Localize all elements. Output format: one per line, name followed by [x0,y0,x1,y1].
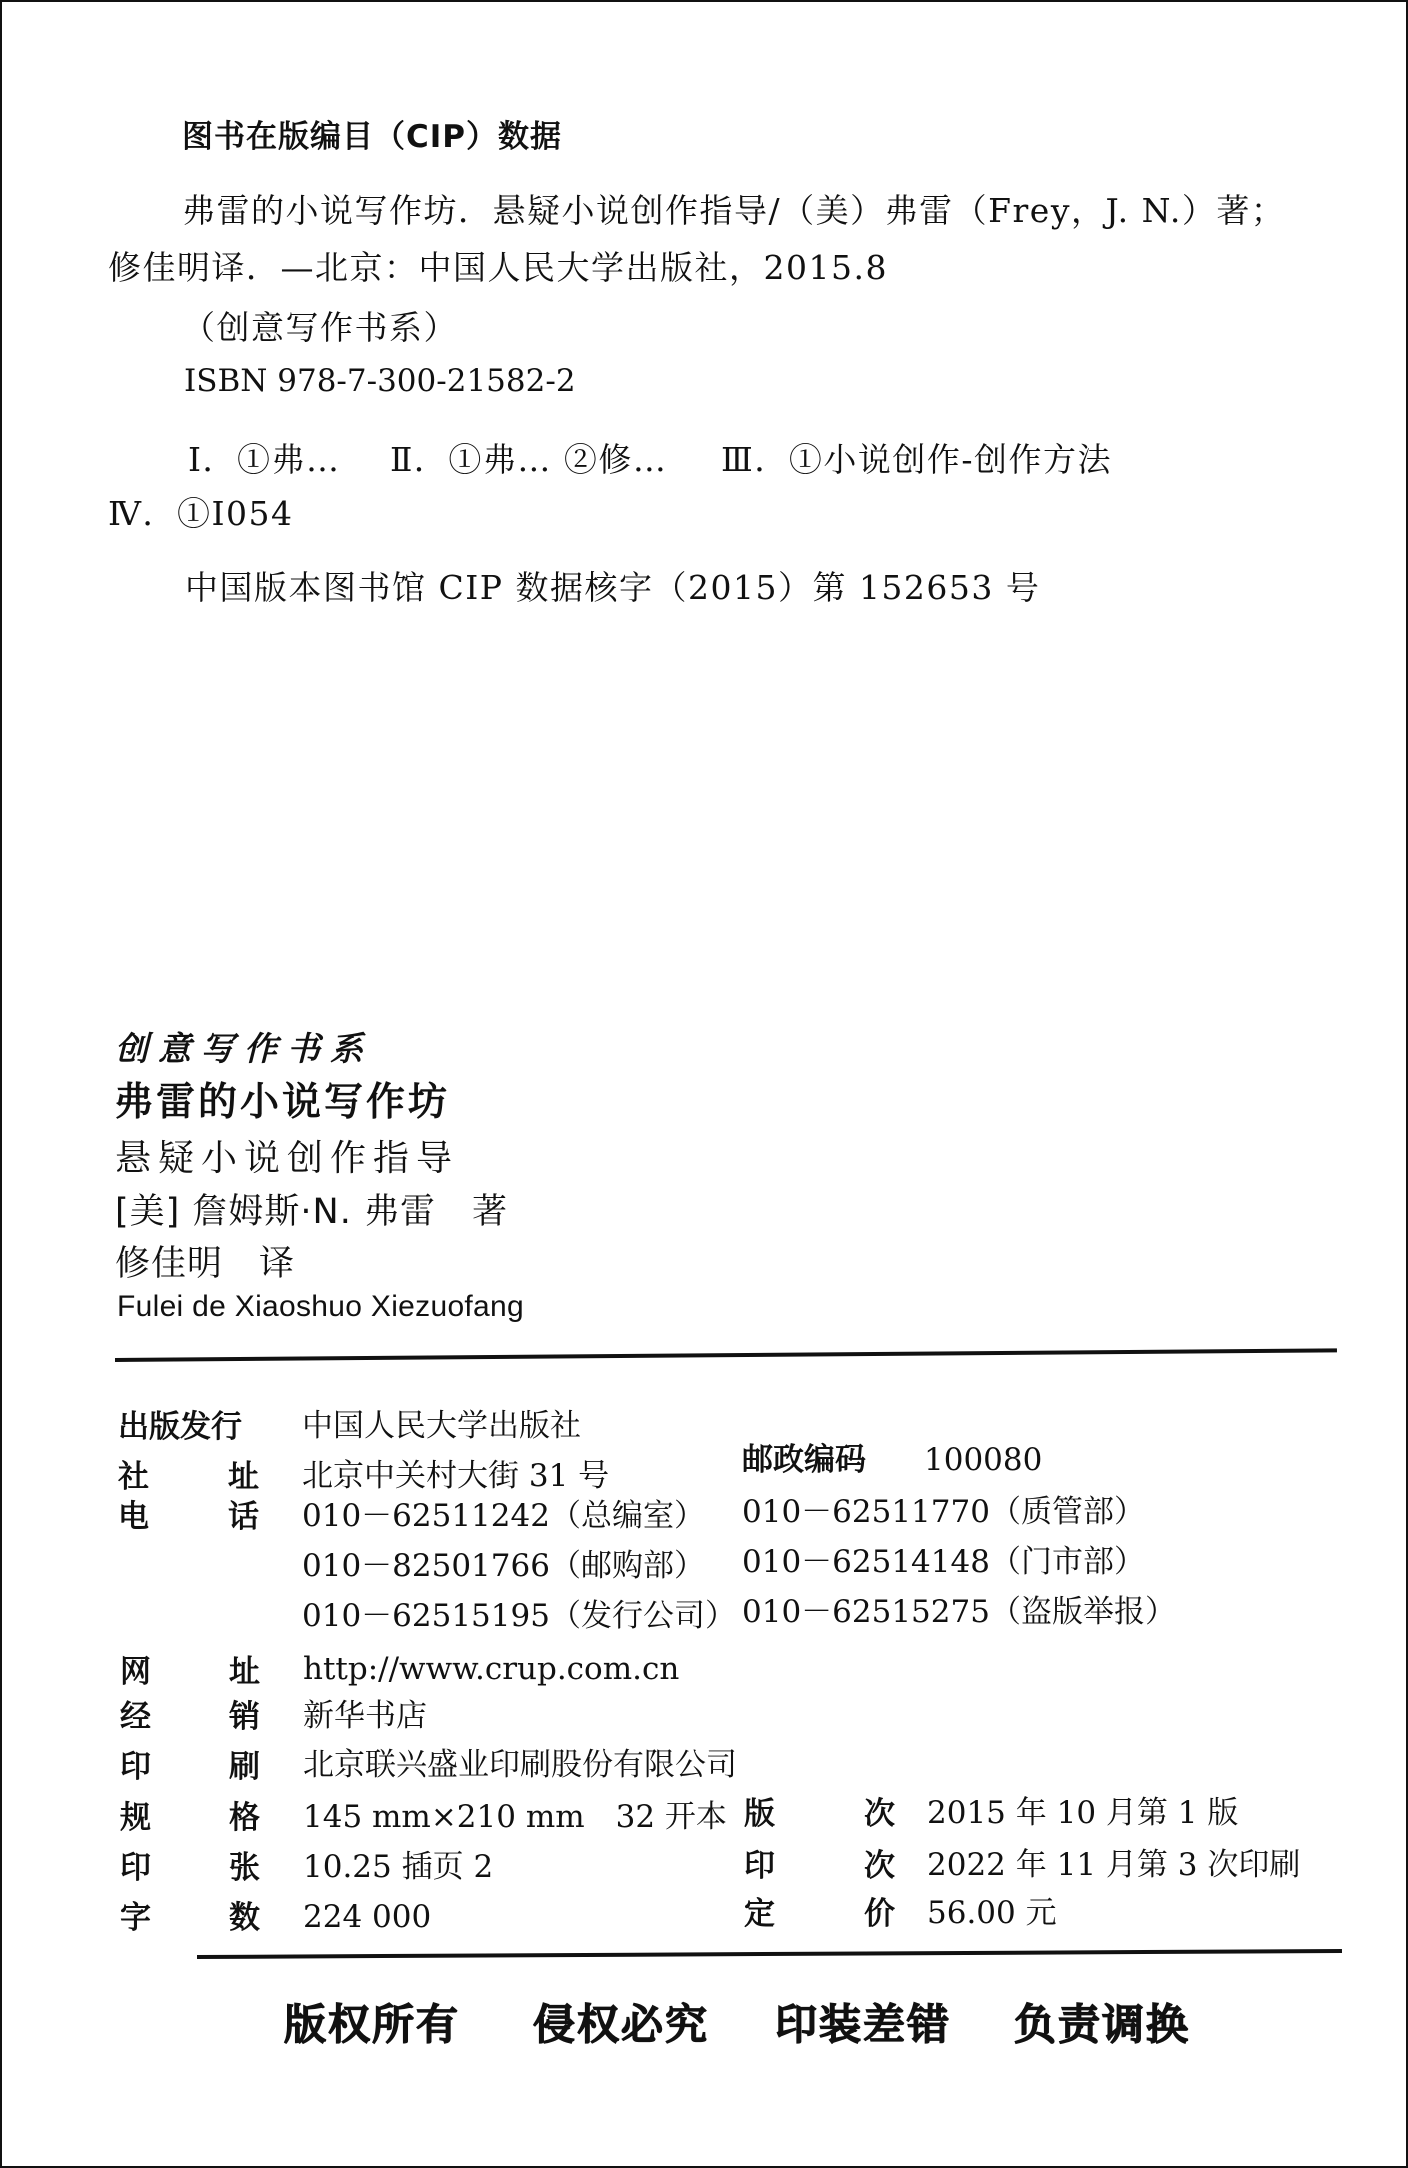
phone-label-1: 电 [118,1499,149,1535]
book-title: 弗雷的小说写作坊 [114,1080,451,1125]
address-label-1: 社 [118,1459,149,1495]
phone-number: 010－62515195（发行公司） [302,1598,736,1634]
cip-approval-number: 中国版本图书馆 CIP 数据核字（2015）第 152653 号 [185,568,1041,607]
edition-value: 2015 年 10 月第 1 版 [927,1795,1239,1831]
footer-infringement: 侵权必究 [533,2000,710,2049]
price-label-1: 定 [744,1896,775,1932]
sheets-label-2: 张 [229,1850,260,1886]
footer-replacement: 负责调换 [1014,2000,1191,2049]
distributor-value: 新华书店 [303,1698,427,1734]
format-label-1: 规 [120,1800,151,1836]
printing-value: 2022 年 11 月第 3 次印刷 [927,1847,1301,1883]
postcode-value: 100080 [924,1442,1043,1478]
footer-copyright: 版权所有 [284,2000,461,2049]
cip-title-line: 弗雷的小说写作坊．悬疑小说创作指导/（美）弗雷（Frey，J. N.）著； [182,191,1286,230]
word-count-label-1: 字 [120,1900,151,1936]
edition-label-1: 版 [744,1796,775,1832]
cip-series-line: （创意写作书系） [182,308,458,347]
cip-publisher-line: 修佳明译．—北京：中国人民大学出版社，2015.8 [108,248,888,287]
cip-class-2: Ⅱ．①弗… ②修… [390,440,668,479]
website-value: http://www.crup.com.cn [303,1651,680,1687]
cip-heading: 图书在版编目（CIP）数据 [182,119,563,155]
cip-class-3: Ⅲ．①小说创作-创作方法 [721,440,1112,479]
website-label-2: 址 [229,1654,260,1690]
phone-number: 010－62511770（质管部） [742,1494,1145,1530]
format-value: 145 mm×210 mm 32 开本 [303,1799,727,1835]
book-author: [美] 詹姆斯·N. 弗雷 著 [115,1192,508,1232]
cip-class-1: Ⅰ．①弗… [188,440,341,479]
book-series: 创意写作书系 [115,1029,373,1068]
book-translator: 修佳明 译 [115,1244,296,1284]
printer-value: 北京联兴盛业印刷股份有限公司 [303,1747,737,1783]
word-count-label-2: 数 [229,1900,260,1936]
divider-bottom [197,1949,1342,1959]
word-count-value: 224 000 [303,1899,432,1935]
cip-isbn: ISBN 978-7-300-21582-2 [184,363,576,399]
publisher-value: 中国人民大学出版社 [302,1408,581,1444]
phone-number: 010－82501766（邮购部） [302,1548,705,1584]
phone-label-2: 话 [228,1499,259,1535]
book-pinyin-title: Fulei de Xiaoshuo Xiezuofang [117,1290,525,1323]
cip-classification-4: Ⅳ．①I054 [108,494,294,533]
divider-top [115,1348,1337,1362]
printer-label-1: 印 [120,1749,151,1785]
printer-label-2: 刷 [229,1749,260,1785]
printing-label-1: 印 [744,1848,775,1884]
publisher-label: 出版发行 [118,1409,242,1445]
format-label-2: 格 [229,1800,260,1836]
address-label-2: 址 [228,1459,259,1495]
website-label-1: 网 [120,1654,151,1690]
phone-number: 010－62511242（总编室） [302,1498,705,1534]
distributor-label-1: 经 [120,1699,151,1735]
postcode-label: 邮政编码 [742,1442,866,1478]
printing-label-2: 次 [864,1848,895,1884]
edition-label-2: 次 [864,1796,895,1832]
sheets-label-1: 印 [120,1850,151,1886]
address-value: 北京中关村大街 31 号 [302,1458,610,1494]
footer-print-error: 印装差错 [775,2000,952,2049]
book-subtitle: 悬疑小说创作指导 [115,1138,460,1179]
phone-number: 010－62515275（盗版举报） [742,1594,1176,1630]
phone-number: 010－62514148（门市部） [742,1544,1145,1580]
sheets-value: 10.25 插页 2 [303,1849,494,1885]
distributor-label-2: 销 [229,1699,260,1735]
price-label-2: 价 [864,1896,895,1932]
price-value: 56.00 元 [927,1895,1057,1931]
